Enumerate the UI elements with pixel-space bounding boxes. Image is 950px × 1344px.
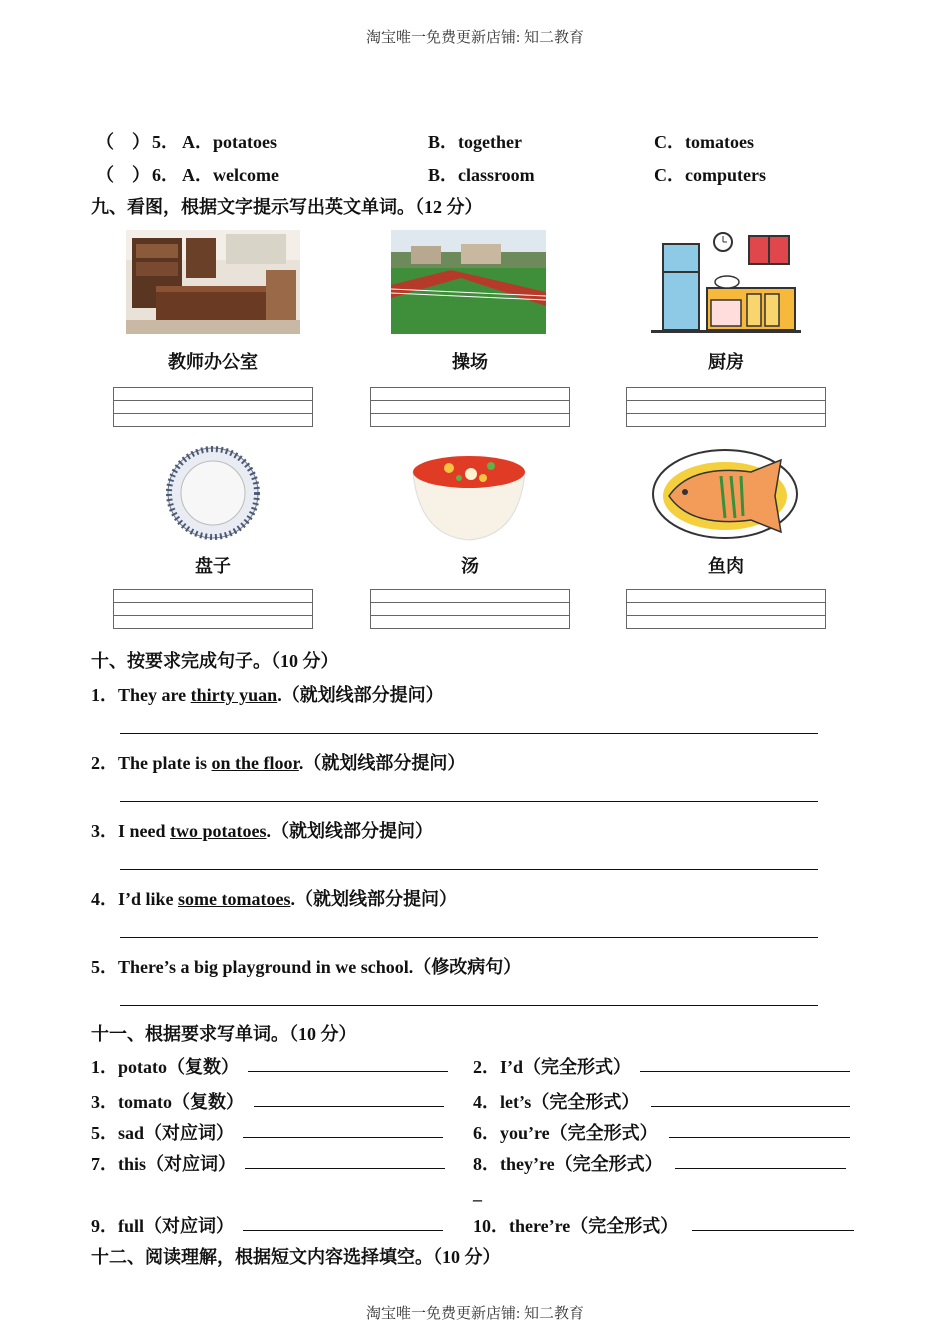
stray-underscore: _: [473, 1183, 482, 1203]
answer-line[interactable]: [248, 1071, 448, 1072]
sentence-item: 4．I’d like some tomatoes.（就划线部分提问）: [91, 889, 457, 909]
section-10-title: 十、按要求完成句子。（10 分）: [91, 651, 339, 671]
answer-paren: （ ）: [96, 132, 150, 152]
answer-line[interactable]: [120, 1005, 818, 1006]
option-c: C．computers: [654, 165, 766, 185]
answer-line[interactable]: [669, 1137, 850, 1138]
option-b: B．together: [428, 132, 522, 152]
option-c: C．tomatoes: [654, 132, 754, 152]
word-prompt: 4．let’s（完全形式）: [473, 1092, 640, 1112]
sentence-item: 1．They are thirty yuan.（就划线部分提问）: [91, 685, 444, 705]
answer-paren: （ ）: [96, 165, 150, 185]
answer-line[interactable]: [640, 1071, 850, 1072]
sentence-item: 3．I need two potatoes.（就划线部分提问）: [91, 821, 434, 841]
option-a: A．welcome: [182, 165, 279, 185]
answer-line[interactable]: [243, 1230, 443, 1231]
playground-picture: [391, 230, 546, 334]
writing-lines[interactable]: [370, 589, 570, 629]
writing-lines[interactable]: [113, 387, 313, 427]
word-prompt: 1．potato（复数）: [91, 1057, 239, 1077]
option-b: B．classroom: [428, 165, 535, 185]
picture-label: 鱼肉: [708, 556, 744, 576]
picture-label: 操场: [452, 352, 488, 372]
picture-label: 教师办公室: [168, 352, 258, 372]
word-prompt: 6．you’re（完全形式）: [473, 1123, 658, 1143]
sentence-item: 2．The plate is on the floor.（就划线部分提问）: [91, 753, 466, 773]
answer-line[interactable]: [692, 1230, 854, 1231]
page-header: 淘宝唯一免费更新店铺: 知二教育: [366, 30, 584, 46]
word-prompt: 9．full（对应词）: [91, 1216, 235, 1236]
answer-line[interactable]: [254, 1106, 444, 1107]
answer-line[interactable]: [120, 733, 818, 734]
sentence-item: 5．There’s a big playground in we school.（修改病句）: [91, 957, 522, 977]
answer-line[interactable]: [245, 1168, 445, 1169]
page-footer: 淘宝唯一免费更新店铺: 知二教育: [366, 1306, 584, 1322]
word-prompt: 7．this（对应词）: [91, 1154, 237, 1174]
option-a: A．potatoes: [182, 132, 277, 152]
section-11-title: 十一、根据要求写单词。（10 分）: [91, 1024, 357, 1044]
underlined-part: thirty yuan: [190, 685, 278, 705]
office-picture: [126, 230, 300, 334]
writing-lines[interactable]: [113, 589, 313, 629]
answer-line[interactable]: [120, 869, 818, 870]
picture-label: 厨房: [708, 352, 744, 372]
question-number: 5．: [152, 132, 179, 152]
answer-line[interactable]: [675, 1168, 846, 1169]
word-prompt: 2．I’d（完全形式）: [473, 1057, 632, 1077]
section-12-title: 十二、阅读理解，根据短文内容选择填空。（10 分）: [91, 1247, 501, 1267]
answer-line[interactable]: [243, 1137, 443, 1138]
picture-label: 汤: [461, 556, 479, 576]
writing-lines[interactable]: [370, 387, 570, 427]
word-prompt: 8．they’re（完全形式）: [473, 1154, 663, 1174]
underlined-part: two potatoes: [170, 821, 267, 841]
writing-lines[interactable]: [626, 387, 826, 427]
word-prompt: 3．tomato（复数）: [91, 1092, 244, 1112]
underlined-part: on the floor: [211, 753, 299, 773]
writing-lines[interactable]: [626, 589, 826, 629]
answer-line[interactable]: [651, 1106, 850, 1107]
answer-line[interactable]: [120, 937, 818, 938]
fish-picture: [651, 446, 799, 542]
plate-picture: [166, 446, 260, 540]
word-prompt: 10．there’re（完全形式）: [473, 1216, 679, 1236]
section-9-title: 九、看图，根据文字提示写出英文单词。（12 分）: [91, 197, 483, 217]
answer-line[interactable]: [120, 801, 818, 802]
underlined-part: some tomatoes: [178, 889, 291, 909]
question-number: 6．: [152, 165, 179, 185]
soup-picture: [409, 450, 529, 544]
picture-label: 盘子: [195, 556, 231, 576]
word-prompt: 5．sad（对应词）: [91, 1123, 235, 1143]
kitchen-picture: [651, 230, 801, 334]
